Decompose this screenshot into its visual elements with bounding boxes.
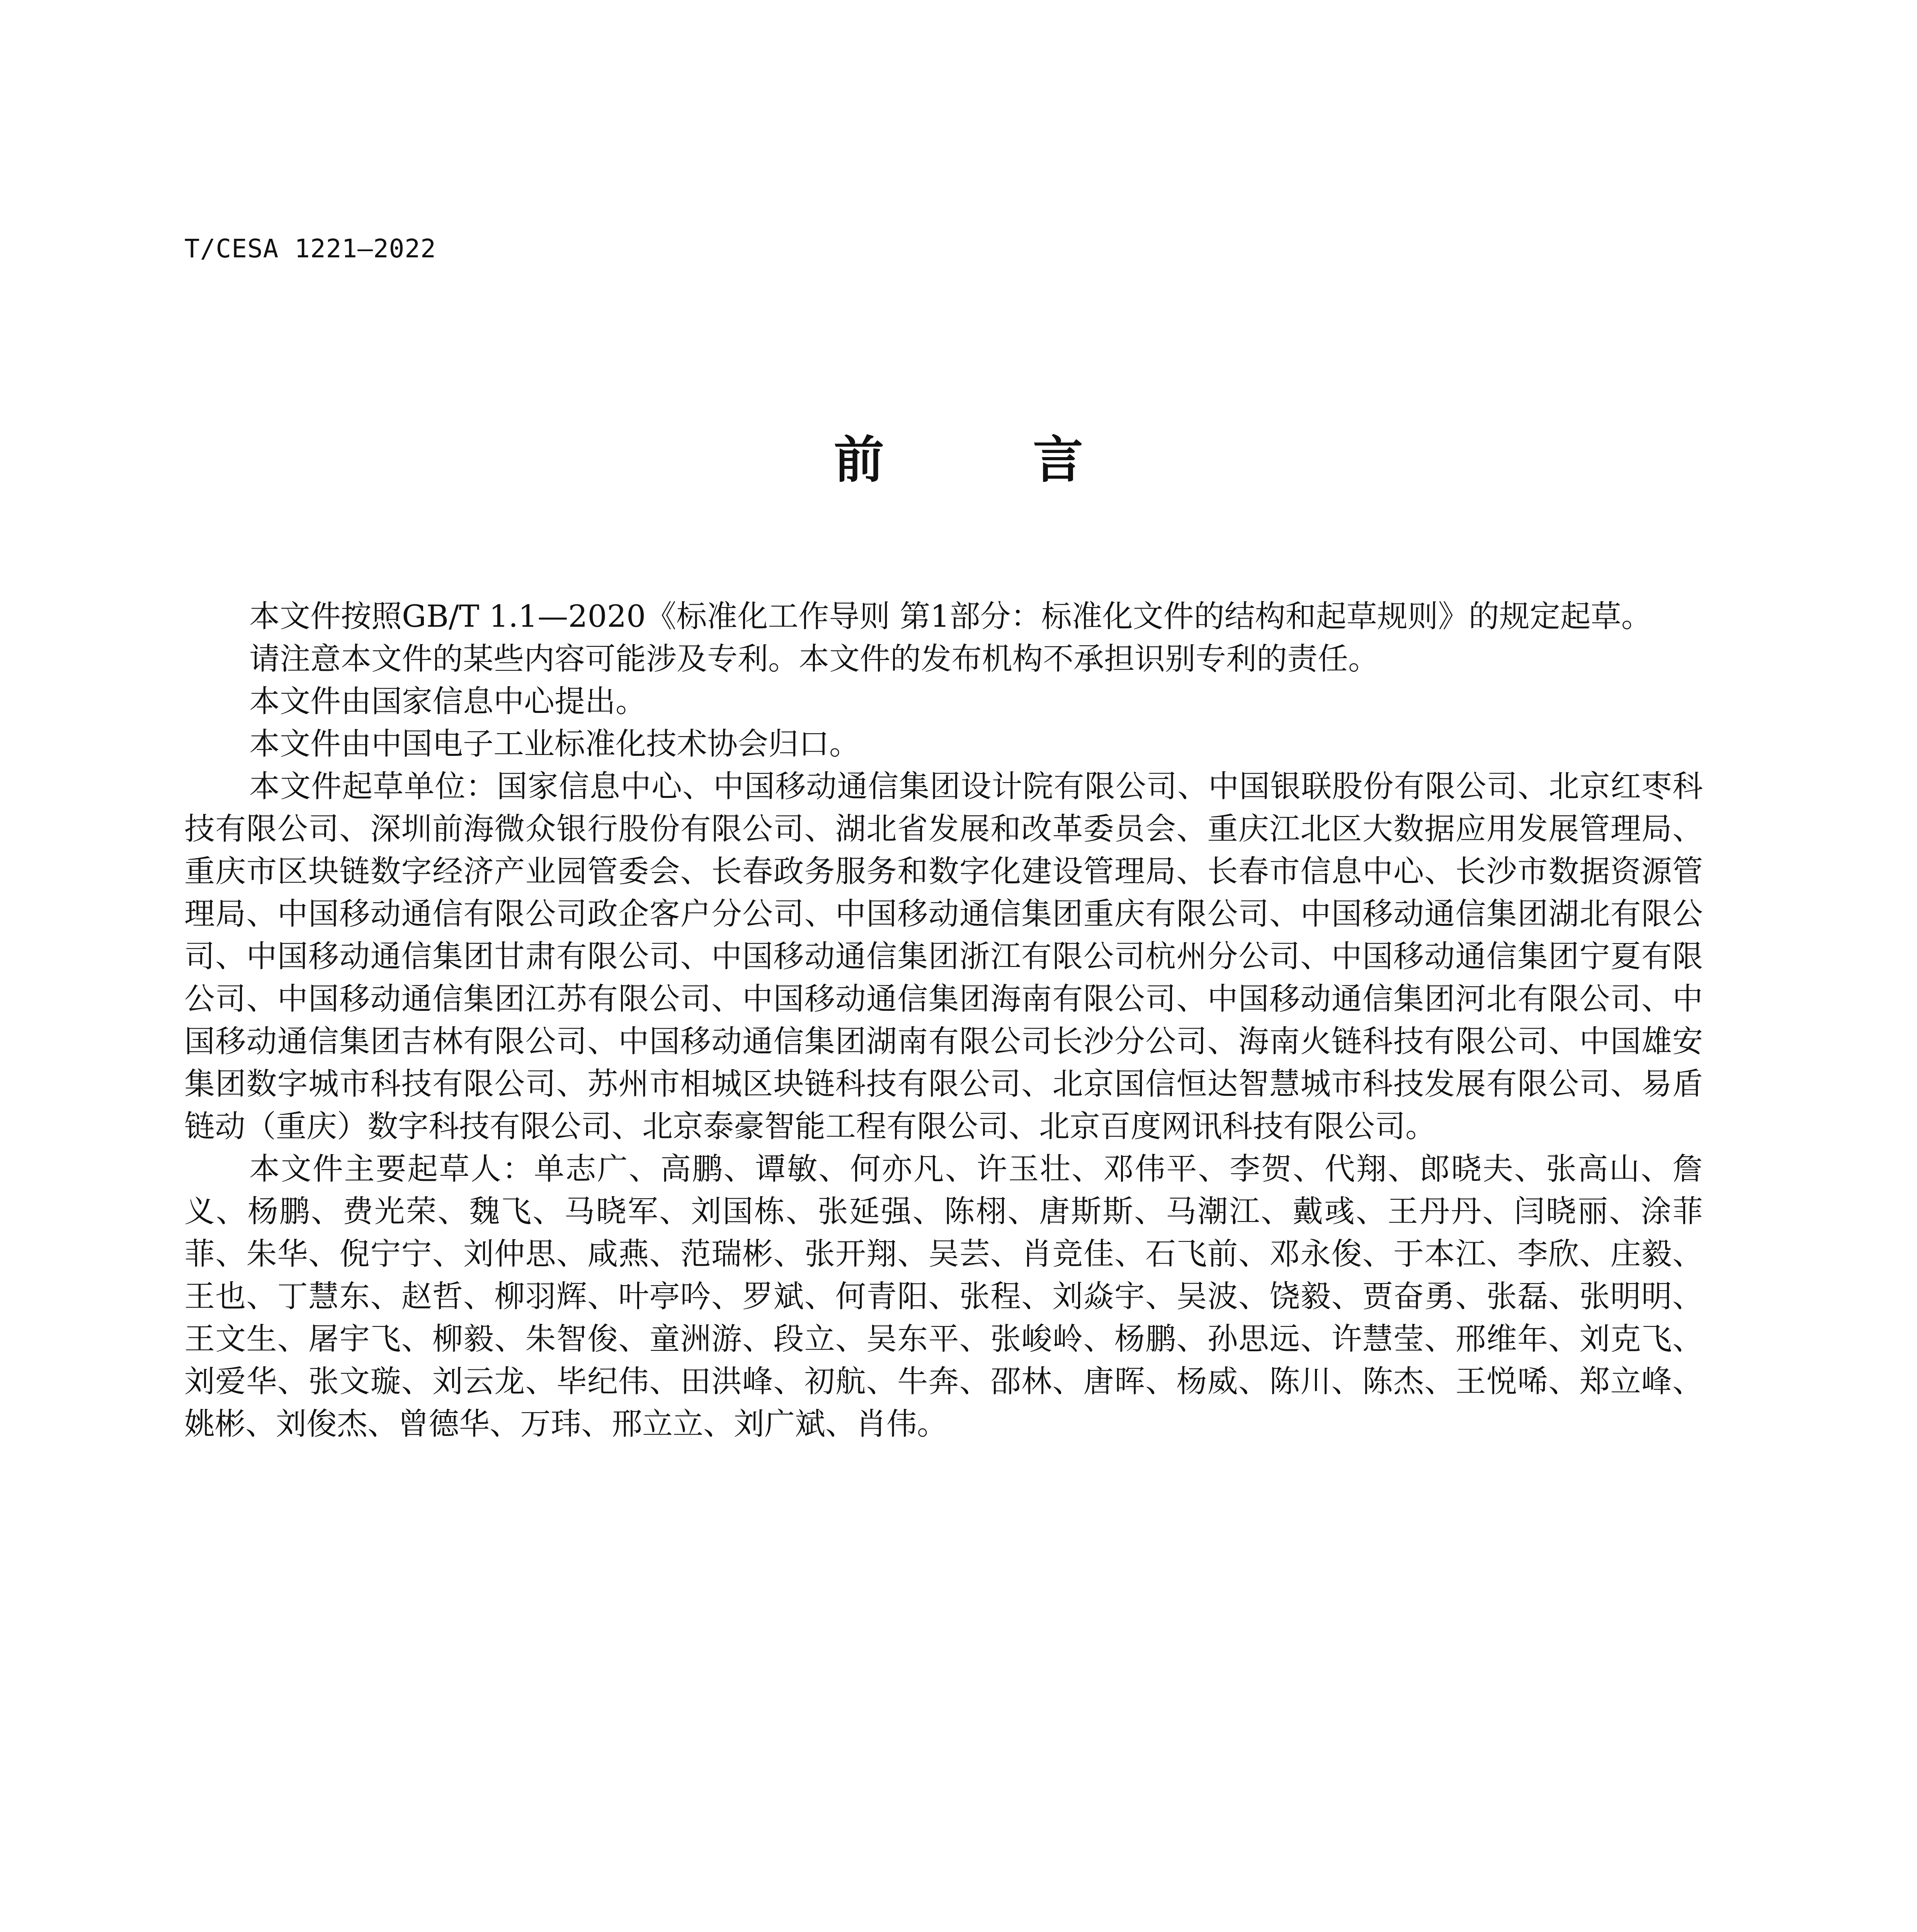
- paragraph-drafters: 本文件主要起草人：单志广、高鹏、谭敏、何亦凡、许玉壮、邓伟平、李贺、代翔、郎晓夫、张高山、詹义、杨鹏、费光荣、魏飞、马晓军、刘国栋、张延强、陈栩、唐斯斯、马潮江、戴彧、王丹丹、闫晓丽、涂菲菲、朱华、倪宁宁、刘仲思、咸燕、范瑞彬、张开翔、吴芸、肖竞佳、石飞前、邓永俊、于本江、李欣、庄毅、王也、丁慧东、赵哲、柳羽辉、叶亭吟、罗斌、何青阳、张程、刘焱宇、吴波、饶毅、贾奋勇、张磊、张明明、王文生、屠宇飞、柳毅、朱智俊、童洲游、段立、吴东平、张峻岭、杨鹏、孙思远、许慧莹、邢维年、刘克飞、刘爱华、张文璇、刘云龙、毕纪伟、田洪峰、初航、牛奔、邵林、唐晖、杨威、陈川、陈杰、王悦唏、郑立峰、姚彬、刘俊杰、曾德华、万玮、邢立立、刘广斌、肖伟。: [184, 1151, 1703, 1442]
- preface-body: [184, 595, 1703, 1445]
- preface-title: 前 言: [833, 430, 1149, 489]
- paragraph-responsible-body: 本文件由中国电子工业标准化技术协会归口。: [249, 726, 860, 762]
- paragraph-proposer: 本文件由国家信息中心提出。: [249, 684, 646, 719]
- standard-code: T/CESA 1221—2022: [184, 234, 436, 264]
- paragraph-drafting-rules: 本文件按照GB/T 1.1—2020《标准化工作导则 第1部分：标准化文件的结构和起草规则》的规定起草。: [249, 599, 1652, 634]
- paragraph-drafting-units: 本文件起草单位：国家信息中心、中国移动通信集团设计院有限公司、中国银联股份有限公司、北京红枣科技有限公司、深圳前海微众银行股份有限公司、湖北省发展和改革委员会、重庆江北区大数据应用发展管理局、重庆市区块链数字经济产业园管委会、长春政务服务和数字化建设管理局、长春市信息中心、长沙市数据资源管理局、中国移动通信有限公司政企客户分公司、中国移动通信集团重庆有限公司、中国移动通信集团湖北有限公司、中国移动通信集团甘肃有限公司、中国移动通信集团浙江有限公司杭州分公司、中国移动通信集团宁夏有限公司、中国移动通信集团江苏有限公司、中国移动通信集团海南有限公司、中国移动通信集团河北有限公司、中国移动通信集团吉林有限公司、中国移动通信集团湖南有限公司长沙分公司、海南火链科技有限公司、中国雄安集团数字城市科技有限公司、苏州市相城区块链科技有限公司、北京国信恒达智慧城市科技发展有限公司、易盾链动（重庆）数字科技有限公司、北京泰豪智能工程有限公司、北京百度网讯科技有限公司。: [184, 769, 1703, 1144]
- paragraph-patent-notice: 请注意本文件的某些内容可能涉及专利。本文件的发布机构不承担识别专利的责任。: [249, 641, 1379, 677]
